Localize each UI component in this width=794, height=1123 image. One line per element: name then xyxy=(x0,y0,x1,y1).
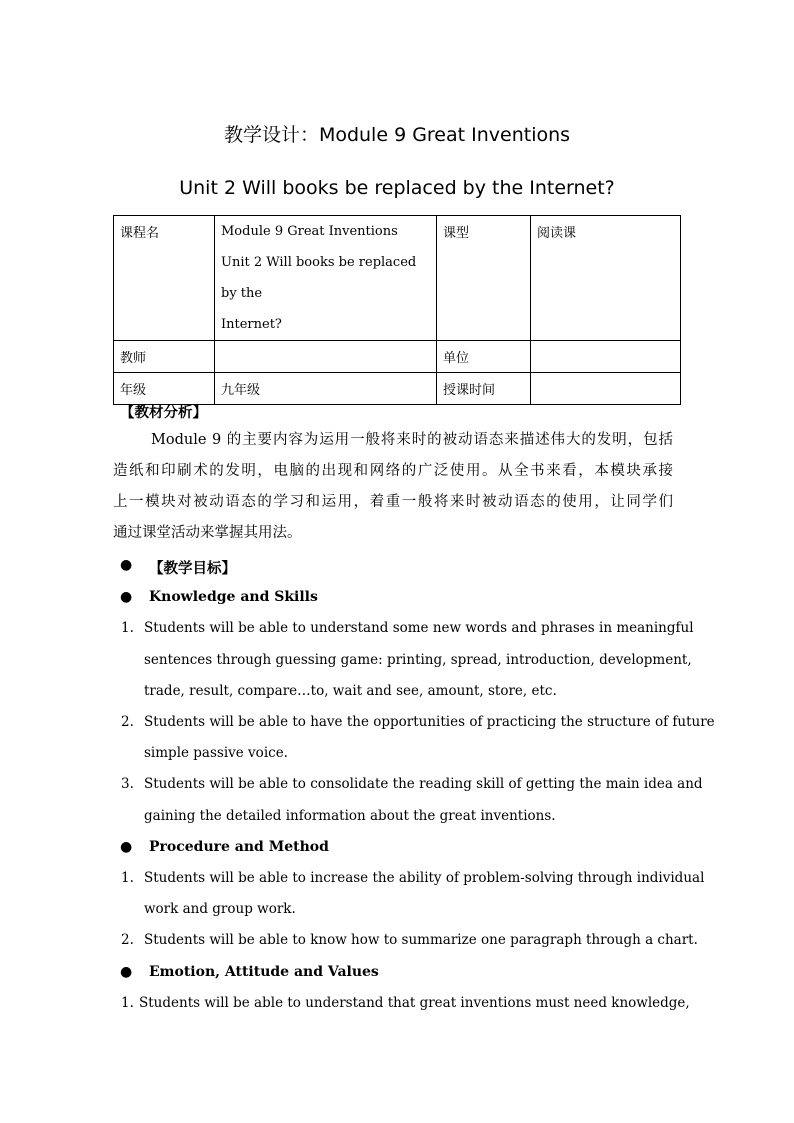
course-info-table xyxy=(113,215,681,405)
list-item-line: sentences through guessing game: printing, spread, introduction, development, xyxy=(144,652,692,668)
procedure-heading: Procedure and Method xyxy=(149,839,329,855)
course-type-value: 阅读课 xyxy=(531,216,681,341)
grade-value: 九年级 xyxy=(215,373,437,405)
list-number: 1. xyxy=(121,870,134,886)
analysis-line: 通过课堂活动来掌握其用法。 xyxy=(113,525,302,541)
analysis-line: 上一模块对被动语态的学习和运用，着重一般将来时被动语态的使用，让同学们 xyxy=(113,494,673,510)
list-item-line: work and group work. xyxy=(144,901,296,917)
table-row xyxy=(114,341,681,373)
list-number: 2. xyxy=(121,714,134,730)
analysis-paragraph xyxy=(113,425,673,549)
emotion-heading: Emotion, Attitude and Values xyxy=(149,964,379,980)
knowledge-heading: Knowledge and Skills xyxy=(149,589,318,605)
course-type-label: 课型 xyxy=(437,216,531,341)
bullet-icon: ● xyxy=(120,964,133,980)
list-number: 1. xyxy=(121,620,134,636)
title-line-2: Unit 2 Will books be replaced by the Internet? xyxy=(179,177,615,199)
table-row xyxy=(114,216,681,341)
unit-label: 单位 xyxy=(437,341,531,373)
list-number: 1. xyxy=(121,995,134,1011)
list-number: 2. xyxy=(121,932,134,948)
course-name-value xyxy=(215,216,437,341)
list-item-line: Students will be able to understand that great inventions must need knowledge, xyxy=(139,995,690,1011)
unit-value xyxy=(531,341,681,373)
class-time-label: 授课时间 xyxy=(437,373,531,405)
list-item-line: Students will be able to understand some new words and phrases in meaningful xyxy=(144,620,694,636)
title-line-1: 教学设计：Module 9 Great Inventions xyxy=(223,124,571,146)
course-name-line: Module 9 Great Inventions xyxy=(221,224,398,239)
course-name-line: Internet? xyxy=(221,317,282,332)
table-row xyxy=(114,373,681,405)
list-item-line: Students will be able to know how to summarize one paragraph through a chart. xyxy=(144,932,698,948)
class-time-value xyxy=(531,373,681,405)
grade-label: 年级 xyxy=(114,373,215,405)
bullet-icon: ● xyxy=(120,589,133,605)
course-name-label: 课程名 xyxy=(114,216,215,341)
analysis-heading: 【教材分析】 xyxy=(120,404,207,421)
analysis-line: 造纸和印刷术的发明，电脑的出现和网络的广泛使用。从全书来看，本模块承接 xyxy=(113,463,673,479)
list-item-line: gaining the detailed information about the great inventions. xyxy=(144,808,556,824)
list-item-line: simple passive voice. xyxy=(144,745,288,761)
teacher-label: 教师 xyxy=(114,341,215,373)
objectives-heading: 【教学目标】 xyxy=(149,560,236,577)
list-item-line: Students will be able to have the opportunities of practicing the structure of future xyxy=(144,714,715,730)
list-item-line: Students will be able to increase the ability of problem-solving through individual xyxy=(144,870,705,886)
bullet-icon: ● xyxy=(120,839,133,855)
list-item-line: Students will be able to consolidate the reading skill of getting the main idea and xyxy=(144,776,703,792)
teacher-value xyxy=(215,341,437,373)
course-name-line: Unit 2 Will books be replaced by the xyxy=(221,255,417,301)
bullet-icon: ● xyxy=(120,557,133,573)
list-item-line: trade, result, compare…to, wait and see, amount, store, etc. xyxy=(144,683,557,699)
list-number: 3. xyxy=(121,776,134,792)
analysis-line: Module 9 的主要内容为运用一般将来时的被动语态来描述伟大的发明，包括 xyxy=(151,432,673,448)
